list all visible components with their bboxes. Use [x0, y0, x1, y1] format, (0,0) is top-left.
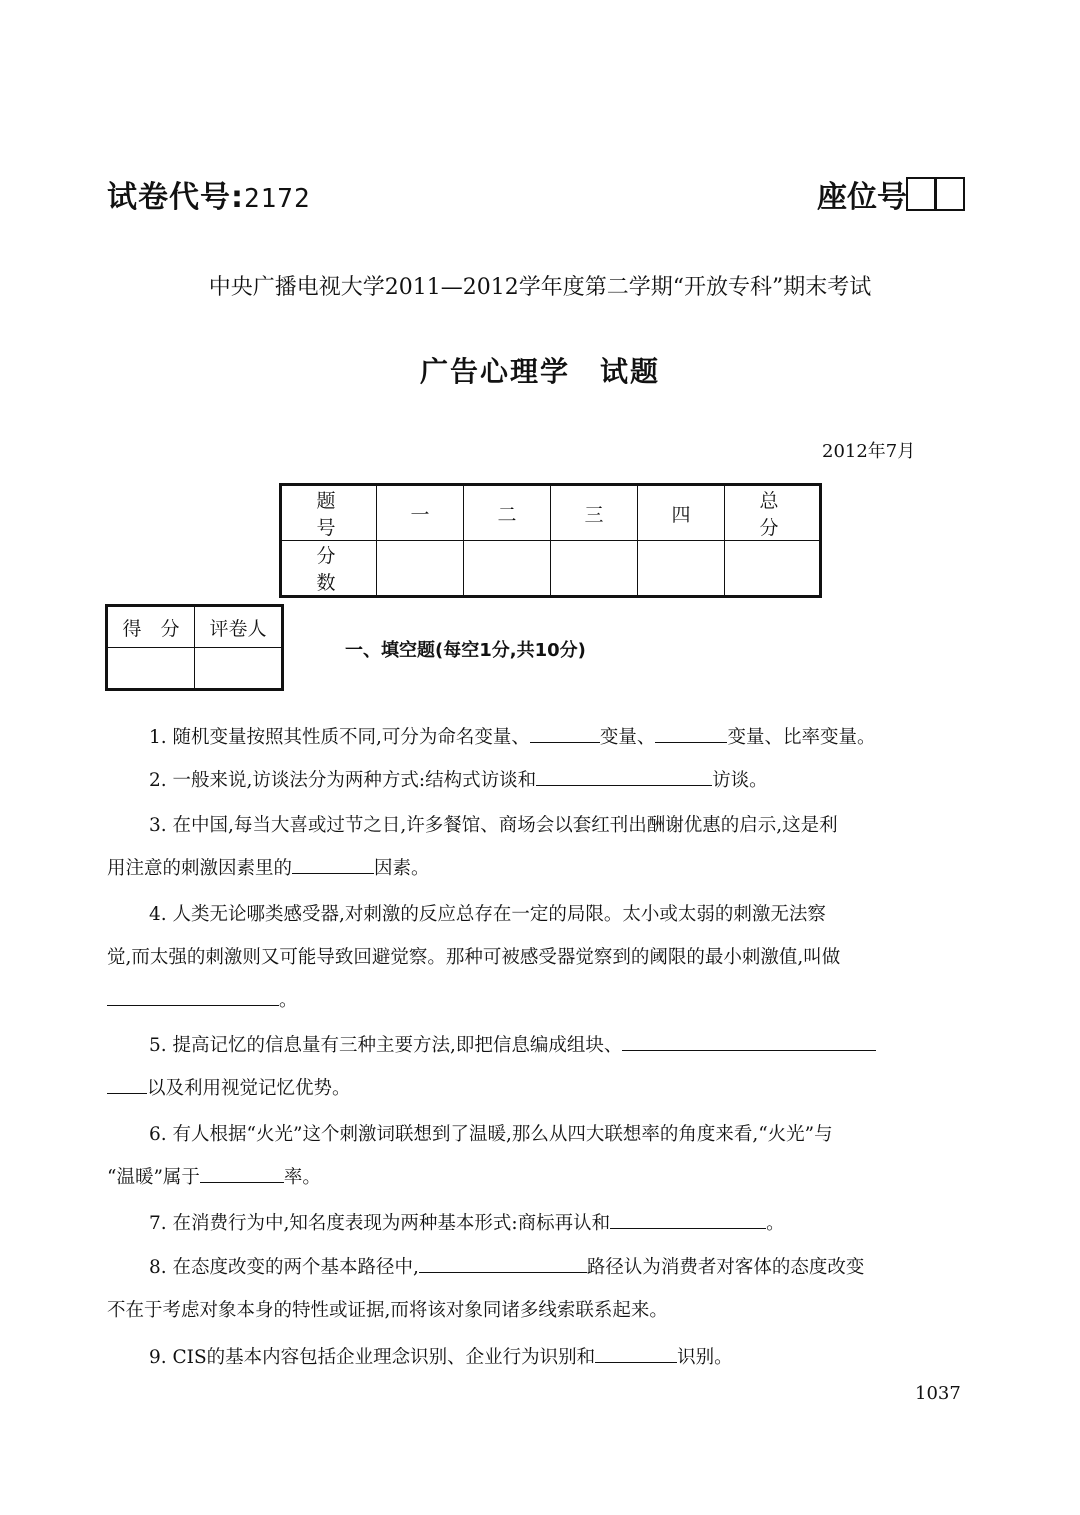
grader-score-label: 得 分 — [107, 606, 195, 648]
answer-blank[interactable] — [107, 987, 279, 1006]
question-8: 8. 在态度改变的两个基本路径中, 路径认为消费者对客体的态度改变 不在于考虑对象本身的特性或证据,而将该对象同诸多线索联系起来。 — [107, 1246, 979, 1332]
score-table-score-row — [281, 541, 821, 597]
exam-code-value: 2172 — [244, 184, 311, 214]
score-table — [279, 483, 826, 598]
grader-name-cell[interactable] — [195, 648, 283, 690]
question-6: 6. 有人根据“火光”这个刺激词联想到了温暖,那么从四大联想率的角度来看,“火光”与 “温暖”属于 率。 — [107, 1124, 833, 1188]
grader-table — [105, 604, 284, 691]
answer-blank[interactable] — [292, 855, 374, 874]
score-table-score-label: 分 数 — [281, 541, 377, 597]
exam-date: 2012年7月 — [822, 441, 916, 462]
question-4: 4. 人类无论哪类感受器,对刺激的反应总存在一定的局限。太小或太弱的刺激无法察 觉,而太强的刺激则又可能导致回避觉察。那种可被感受器觉察到的阈限的最小刺激值,叫做 。 — [107, 904, 841, 1011]
score-table-question-label: 题 号 — [281, 485, 377, 541]
answer-blank[interactable] — [107, 1075, 147, 1094]
question-5: 5. 提高记忆的信息量有三种主要方法,即把信息编成组块、 以及利用视觉记忆优势。 — [107, 1024, 979, 1110]
score-cell-total[interactable] — [725, 541, 821, 597]
score-table-header-row — [281, 485, 821, 541]
score-table-col-3: 三 — [551, 485, 638, 541]
question-2: 2. 一般来说,访谈法分为两种方式:结构式访谈和 访谈。 — [107, 759, 979, 802]
question-9: 9. CIS的基本内容包括企业理念识别、企业行为识别和 识别。 — [107, 1336, 979, 1379]
answer-blank[interactable] — [530, 724, 600, 743]
score-cell-1[interactable] — [377, 541, 464, 597]
exam-code-label: 试卷代号: — [107, 180, 244, 215]
page-number: 1037 — [915, 1383, 961, 1404]
seat-box-2[interactable] — [935, 177, 965, 211]
exam-subtitle: 中央广播电视大学2011—2012学年度第二学期“开放专科”期末考试 — [208, 275, 872, 300]
score-cell-2[interactable] — [464, 541, 551, 597]
answer-blank[interactable] — [622, 1032, 876, 1051]
seat-box-1[interactable] — [906, 177, 936, 211]
score-table-col-1: 一 — [377, 485, 464, 541]
exam-title: 广告心理学 试题 — [419, 355, 660, 388]
seat-number-label: 座位号 — [817, 180, 907, 215]
exam-code — [107, 172, 311, 216]
score-table-col-2: 二 — [464, 485, 551, 541]
score-cell-4[interactable] — [638, 541, 725, 597]
answer-blank[interactable] — [610, 1210, 766, 1229]
answer-blank[interactable] — [200, 1164, 284, 1183]
question-1: 1. 随机变量按照其性质不同,可分为命名变量、 变量、 变量、比率变量。 — [107, 716, 979, 759]
question-7: 7. 在消费行为中,知名度表现为两种基本形式:商标再认和 。 — [107, 1202, 979, 1245]
answer-blank[interactable] — [655, 724, 727, 743]
score-cell-3[interactable] — [551, 541, 638, 597]
grader-score-cell[interactable] — [107, 648, 195, 690]
answer-blank[interactable] — [595, 1344, 677, 1363]
seat-number — [817, 172, 965, 216]
answer-blank[interactable] — [419, 1254, 587, 1273]
grader-name-label: 评卷人 — [195, 606, 283, 648]
question-3: 3. 在中国,每当大喜或过节之日,许多餐馆、商场会以套红刊出酬谢优惠的启示,这是利 用注意的刺激因素里的 因素。 — [107, 815, 838, 879]
score-table-total-label: 总 分 — [725, 485, 821, 541]
score-table-col-4: 四 — [638, 485, 725, 541]
section-title: 一、填空题(每空1分,共10分) — [345, 640, 586, 661]
answer-blank[interactable] — [536, 767, 712, 786]
